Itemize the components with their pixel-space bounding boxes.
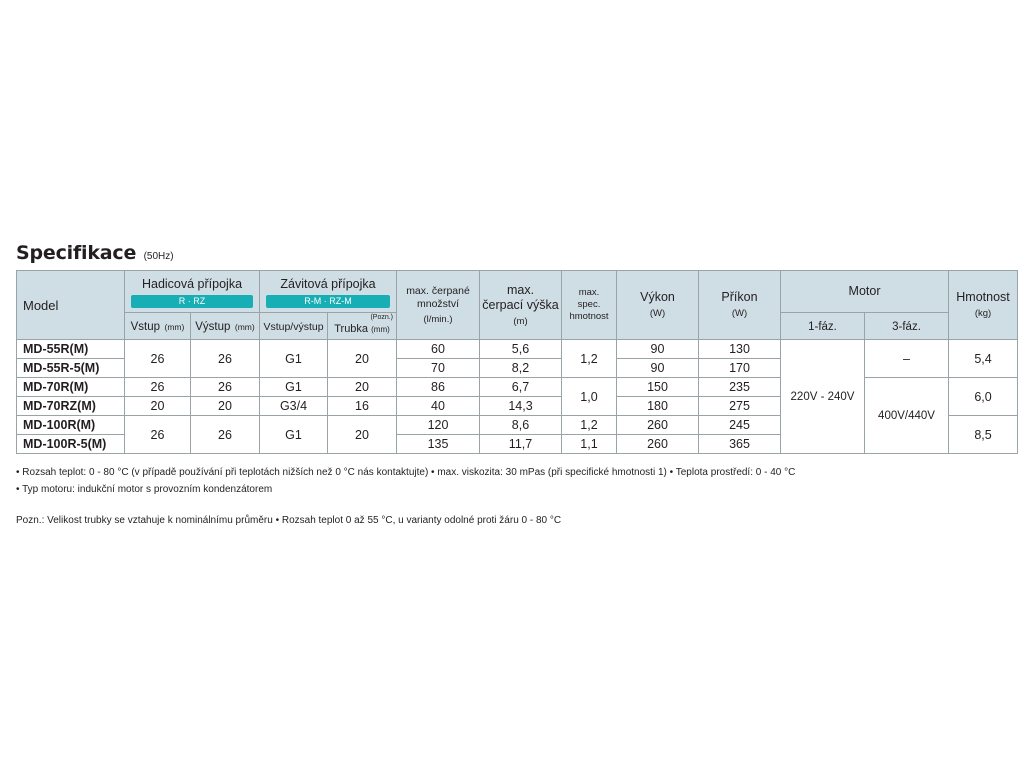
input-cell: 365 [699,435,781,454]
output-label: Výkon [640,290,675,304]
output-cell: 150 [617,378,699,397]
section-subtitle: (50Hz) [143,251,174,262]
input-header [699,271,781,340]
max-head-unit: (m) [513,315,528,327]
table-row [17,378,1018,397]
max-sg-line1: max. [578,287,600,298]
max-flow-line1: max. čerpané [406,284,470,297]
inlet-label: Vstup [130,321,161,333]
max-sg-line3: hmotnost [569,311,609,322]
hose-connection-header [125,271,260,313]
sg-cell: 1,0 [562,378,617,416]
inlet-cell: 26 [125,340,191,378]
flow-cell: 60 [397,340,480,359]
three-phase-cell: – [865,340,949,378]
section-heading [16,242,174,268]
in-out-header [260,313,328,340]
model-cell: MD-55R(M) [17,340,125,359]
model-cell: MD-55R-5(M) [17,359,125,378]
head-cell: 6,7 [480,378,562,397]
max-head-header [480,271,562,340]
pipe-label: Trubka [334,322,369,335]
in-out-cell: G1 [260,378,328,397]
pipe-cell: 20 [328,340,397,378]
pipe-unit: (mm) [371,324,390,334]
input-unit: (W) [731,308,748,319]
in-out-cell: G3/4 [260,397,328,416]
weight-cell: 6,0 [949,378,1018,416]
outlet-cell: 26 [191,416,260,454]
max-flow-unit: (l/min.) [423,313,453,325]
thread-connection-header [260,271,397,313]
motor-label: Motor [848,284,881,298]
note-line-3: Pozn.: Velikost trubky se vztahuje k nominálnímu průměru • Rozsah teplot 0 až 55 °C, u varianty odolné proti žáru 0 - 80 °C [16,515,562,526]
pipe-note: (Pozn.) [370,314,393,321]
outlet-cell: 20 [191,397,260,416]
sg-cell: 1,1 [562,435,617,454]
table-row [17,340,1018,359]
inlet-cell: 20 [125,397,191,416]
output-cell: 260 [617,435,699,454]
input-cell: 275 [699,397,781,416]
hose-connection-label: Hadicová přípojka [141,277,243,291]
output-cell: 90 [617,359,699,378]
in-out-cell: G1 [260,340,328,378]
three-phase-header [865,313,949,340]
model-cell: MD-100R(M) [17,416,125,435]
head-cell: 11,7 [480,435,562,454]
single-phase-label: 1-fáz. [808,321,837,333]
in-out-label: Vstup/výstup [263,321,324,333]
model-cell: MD-100R-5(M) [17,435,125,454]
three-phase-label: 3-fáz. [892,321,921,333]
note-line-2: • Typ motoru: indukční motor s provozním kondenzátorem [16,484,273,495]
input-cell: 130 [699,340,781,359]
flow-cell: 135 [397,435,480,454]
note-line-1: • Rozsah teplot: 0 - 80 °C (v případě používání při teplotách nižších než 0 °C nás kontaktujte) • max. viskozita: 30 mPas (při specifické hmotnosti 1) • Teplota prostředí: 0 - 40 °C [16,467,796,478]
model-header: Model [17,271,125,340]
inlet-unit: (mm) [164,322,185,332]
sg-cell: 1,2 [562,340,617,378]
flow-cell: 86 [397,378,480,397]
outlet-cell: 26 [191,378,260,397]
max-head-line1: max. [506,282,535,297]
input-label: Příkon [721,290,758,304]
hose-connection-badge: R · RZ [131,295,253,308]
head-cell: 8,2 [480,359,562,378]
weight-cell: 8,5 [949,416,1018,454]
input-cell: 235 [699,378,781,397]
input-cell: 245 [699,416,781,435]
specification-table [16,270,1018,454]
output-cell: 180 [617,397,699,416]
in-out-cell: G1 [260,416,328,454]
flow-cell: 120 [397,416,480,435]
flow-cell: 40 [397,397,480,416]
pipe-cell: 16 [328,397,397,416]
outlet-header [191,313,260,340]
single-phase-header [781,313,865,340]
max-flow-header [397,271,480,340]
weight-cell: 5,4 [949,340,1018,378]
motor-header [781,271,949,313]
outlet-label: Výstup [195,321,231,333]
outlet-cell: 26 [191,340,260,378]
inlet-cell: 26 [125,416,191,454]
weight-unit: (kg) [974,308,992,319]
output-cell: 260 [617,416,699,435]
head-cell: 8,6 [480,416,562,435]
three-phase-cell: 400V/440V [865,378,949,454]
pipe-cell: 20 [328,378,397,397]
outlet-unit: (mm) [234,322,255,332]
input-cell: 170 [699,359,781,378]
output-cell: 90 [617,340,699,359]
thread-connection-label: Závitová přípojka [280,277,376,291]
head-cell: 14,3 [480,397,562,416]
max-sg-header [562,271,617,340]
inlet-header [125,313,191,340]
head-cell: 5,6 [480,340,562,359]
single-phase-cell: 220V - 240V [781,340,865,454]
output-header [617,271,699,340]
weight-header [949,271,1018,340]
sg-cell: 1,2 [562,416,617,435]
max-sg-line2: spec. [577,299,601,310]
max-head-line2: čerpací výška [482,297,559,312]
weight-label: Hmotnost [956,290,1010,304]
max-flow-line2: množství [416,297,459,310]
pipe-header [328,313,397,340]
model-cell: MD-70RZ(M) [17,397,125,416]
flow-cell: 70 [397,359,480,378]
pipe-cell: 20 [328,416,397,454]
inlet-cell: 26 [125,378,191,397]
model-cell: MD-70R(M) [17,378,125,397]
output-unit: (W) [649,308,666,319]
section-title: Specifikace [16,242,137,264]
thread-connection-badge: R-M · RZ-M [266,295,390,308]
